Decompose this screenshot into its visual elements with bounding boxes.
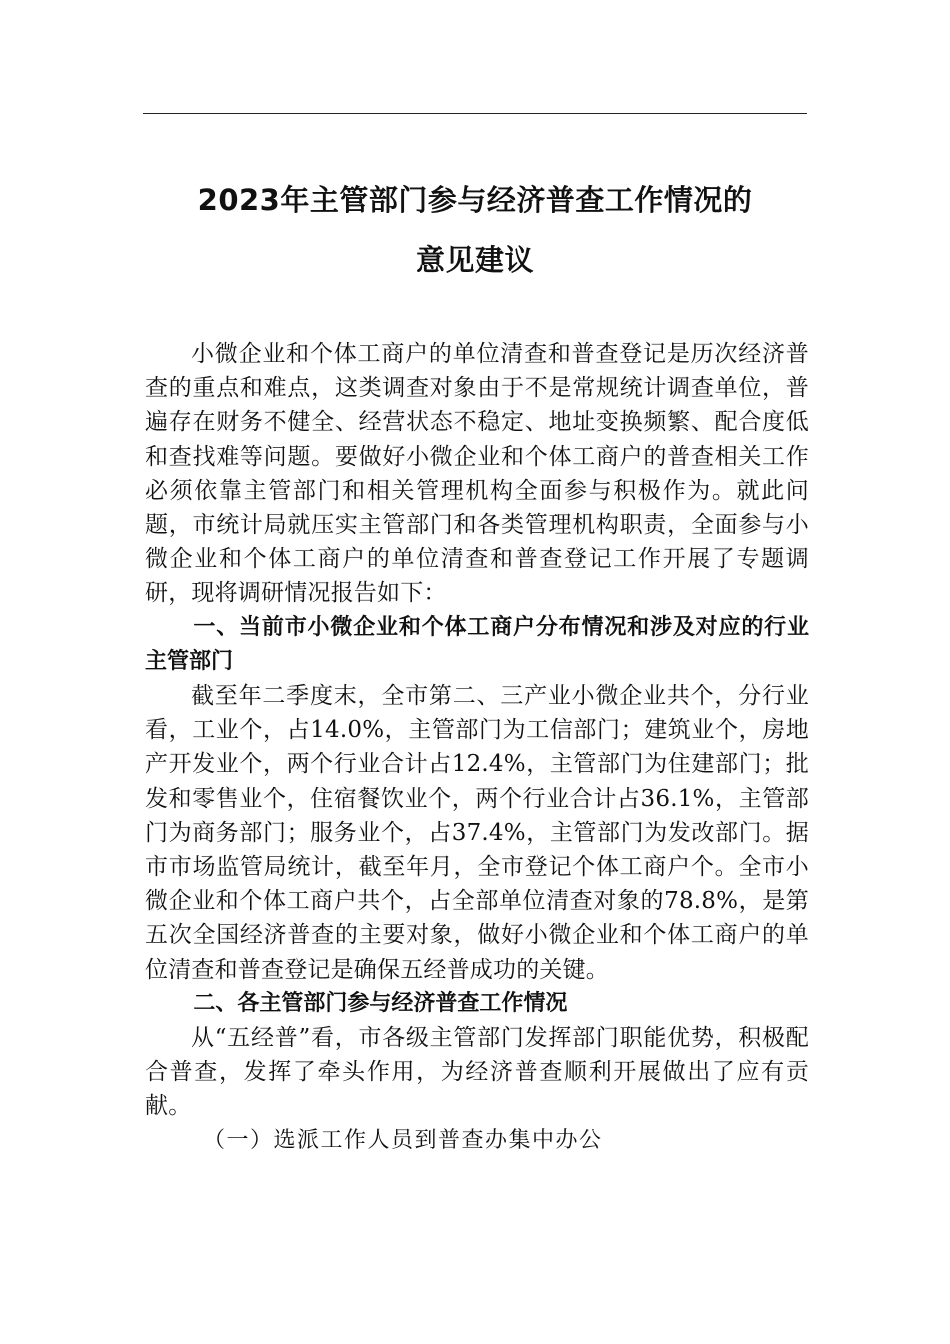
section-2-heading: 二、各主管部门参与经济普查工作情况 bbox=[193, 990, 568, 1016]
section-1-heading: 一、当前市小微企业和个体工商户分布情况和涉及对应的行业主管部门 bbox=[145, 614, 809, 674]
intro-paragraph: 小微企业和个体工商户的单位清查和普查登记是历次经济普查的重点和难点，这类调查对象由于不是常规统计调查单位，普遍存在财务不健全、经营状态不稳定、地址变换频繁、配合度低和查找难等问题。要做好小微企业和个体工商户的普查相关工作必须依靠主管部门和相关管理机构全面参与积极作为。就此问题，市统计局就压实主管部门和各类管理机构职责，全面参与小微企业和个体工商户的单位清查和普查登记工作开展了专题调研，现将调研情况报告如下： bbox=[145, 341, 809, 607]
section-1-paragraph: 截至年二季度末，全市第二、三产业小微企业共个，分行业看，工业个，占14.0%，主管部门为工信部门；建筑业个，房地产开发业个，两个行业合计占12.4%，主管部门为住建部门；批发和零售业个，住宿餐饮业个，两个行业合计占36.1%，主管部门为商务部门；服务业个，占37.4%，主管部门为发改部门。据市市场监管局统计，截至年月，全市登记个体工商户个。全市小微企业和个体工商户共个，占全部单位清查对象的78.8%，是第五次全国经济普查的主要对象，做好小微企业和个体工商户的单位清查和普查登记是确保五经普成功的关键。 bbox=[145, 683, 809, 983]
subsection-1-heading: （一）选派工作人员到普查办集中办公 bbox=[203, 1127, 603, 1153]
section-2-paragraph: 从“五经普”看，市各级主管部门发挥部门职能优势，积极配合普查，发挥了牵头作用，为经济普查顺利开展做出了应有贡献。 bbox=[145, 1025, 809, 1120]
document-title bbox=[143, 170, 807, 290]
title-line-1: 2023年主管部门参与经济普查工作情况的 bbox=[197, 183, 753, 217]
title-line-2: 意见建议 bbox=[415, 243, 534, 277]
header-rule bbox=[143, 113, 807, 114]
document-body bbox=[145, 337, 809, 1158]
